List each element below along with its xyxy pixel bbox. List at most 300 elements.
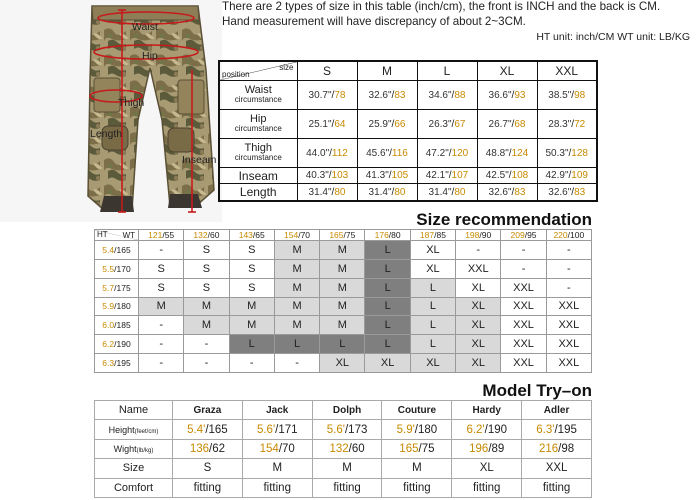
- inch-value: 31.4": [308, 186, 332, 198]
- weight-lb: 220: [553, 230, 568, 240]
- size-recommendation-title: Size recommendation: [416, 210, 592, 229]
- model-weight: 196/89: [452, 439, 522, 458]
- measure-sublabel: circumstance: [234, 95, 282, 105]
- recommended-size-cell: S: [229, 241, 274, 260]
- camo-pants-image: [0, 0, 222, 222]
- inch-value: 32.6": [548, 186, 572, 198]
- size-row-length: [219, 184, 597, 201]
- height-ft: 5.5: [102, 263, 115, 274]
- model-height: 5.6'/173: [312, 420, 382, 439]
- size-chart-table: [218, 60, 598, 202]
- model-height: 5.9'/180: [382, 420, 452, 439]
- model-weight-lb: 136: [189, 442, 209, 455]
- size-recommendation-table: [94, 229, 592, 373]
- measure-sublabel: circumstance: [234, 124, 282, 134]
- measure-value-s: 40.3"/103: [297, 168, 357, 184]
- model-weight-kg: 89: [491, 442, 505, 455]
- model-weight-kg: 75: [421, 442, 435, 455]
- recommended-size-cell: XXL: [546, 354, 591, 373]
- inch-value: 25.9": [368, 118, 392, 130]
- height-ft: 5.7: [102, 282, 115, 293]
- cm-value: 83: [514, 186, 526, 198]
- height-cm: 195: [116, 358, 131, 369]
- measure-value-xl: 36.6"/93: [477, 81, 537, 110]
- model-height-cm: 180: [418, 423, 438, 436]
- cm-value: 105: [391, 170, 409, 182]
- measure-value-s: 31.4"/80: [297, 184, 357, 201]
- recommended-size-cell: XL: [456, 278, 501, 297]
- measure-label: Inseam: [238, 168, 278, 183]
- recommended-size-cell: XL: [320, 354, 365, 373]
- recommended-size-cell: XL: [456, 354, 501, 373]
- measure-label: Waist: [244, 84, 272, 97]
- recommended-size-cell: XXL: [546, 297, 591, 316]
- recommended-size-cell: M: [229, 297, 274, 316]
- corner-position-label: position: [222, 70, 250, 80]
- inch-value: 45.6": [366, 147, 390, 159]
- cm-value: 93: [514, 89, 526, 101]
- measure-sublabel: circumstance: [234, 153, 282, 163]
- recommended-size-cell: XXL: [456, 259, 501, 278]
- cm-value: 67: [454, 118, 466, 130]
- recommended-size-cell: M: [320, 278, 365, 297]
- measure-value-s: 30.7"/78: [297, 81, 357, 110]
- model-tryon-title: Model Try–on: [482, 381, 592, 400]
- size-header-s: S: [297, 61, 357, 81]
- recommended-size-cell: M: [184, 297, 229, 316]
- height-cm: 165: [116, 244, 131, 255]
- weight-header: 220/100: [546, 230, 591, 241]
- model-size: XL: [452, 459, 522, 478]
- recommended-size-cell: L: [410, 335, 455, 354]
- recommended-size-cell: M: [320, 241, 365, 260]
- recommended-size-cell: -: [456, 241, 501, 260]
- measure-value-xl: 48.8"/124: [477, 139, 537, 168]
- measure-value-xxl: 50.3"/128: [537, 139, 597, 168]
- notes-line-2: Hand measurement will have discrepancy of about 2~3CM.: [222, 14, 526, 28]
- recommended-size-cell: M: [320, 297, 365, 316]
- model-height-ft: 5.9': [396, 423, 415, 436]
- measure-value-m: 31.4"/80: [357, 184, 417, 201]
- measure-value-l: 42.1"/107: [417, 168, 477, 184]
- recommended-size-cell: XXL: [501, 316, 546, 335]
- model-comfort: fitting: [522, 478, 592, 497]
- measure-value-xxl: 28.3"/72: [537, 110, 597, 139]
- cm-value: 83: [394, 89, 406, 101]
- model-weight: 136/62: [173, 439, 243, 458]
- inch-value: 32.6": [488, 186, 512, 198]
- height-row: [95, 335, 592, 354]
- recommended-size-cell: M: [229, 316, 274, 335]
- model-comfort: fitting: [382, 478, 452, 497]
- cm-value: 80: [334, 186, 346, 198]
- model-weight-kg: 98: [561, 442, 575, 455]
- model-weight-lb: 154: [259, 442, 279, 455]
- recommended-size-cell: M: [274, 259, 319, 278]
- recommended-size-cell: XL: [410, 354, 455, 373]
- inseam-label: Inseam: [182, 154, 217, 166]
- cm-value: 107: [451, 170, 469, 182]
- height-row: [95, 316, 592, 335]
- inch-value: 31.4": [428, 186, 452, 198]
- weight-header: 132/60: [184, 230, 229, 241]
- weight-header: 154/70: [274, 230, 319, 241]
- height-ft: 6.2: [102, 339, 115, 350]
- measure-label-cell: [219, 139, 297, 168]
- recommended-size-cell: -: [501, 259, 546, 278]
- height-row: [95, 241, 592, 260]
- size-header-m: M: [357, 61, 417, 81]
- recommended-size-cell: -: [184, 335, 229, 354]
- corner-size-label: size: [279, 63, 294, 72]
- height-ft: 5.4: [102, 244, 115, 255]
- height-ft: 6.3: [102, 358, 115, 369]
- model-weight-lb: 165: [399, 442, 419, 455]
- recommended-size-cell: S: [184, 259, 229, 278]
- height-label: 5.7/175: [95, 278, 139, 297]
- weight-kg: 60: [209, 230, 220, 240]
- rec-corner-cell: [95, 230, 139, 241]
- weight-header: 176/80: [365, 230, 410, 241]
- recommended-size-cell: L: [365, 278, 410, 297]
- inch-value: 25.1": [308, 118, 332, 130]
- model-tryon-table: [94, 400, 592, 498]
- inch-value: 42.9": [545, 170, 569, 182]
- recommended-size-cell: S: [184, 241, 229, 260]
- measure-label-cell: [219, 110, 297, 139]
- model-name-row: [95, 401, 592, 420]
- measure-label: Thigh: [244, 142, 273, 155]
- inch-value: 42.1": [425, 170, 449, 182]
- model-name: Graza: [173, 401, 243, 420]
- weight-lb: 154: [284, 230, 299, 240]
- corner-ht-label: HT: [97, 230, 108, 239]
- inch-value: 34.6": [428, 89, 452, 101]
- measure-value-xl: 42.5"/108: [477, 168, 537, 184]
- model-body: [95, 401, 592, 498]
- model-comfort: fitting: [452, 478, 522, 497]
- recommended-size-cell: M: [320, 259, 365, 278]
- height-label: 5.5/170: [95, 259, 139, 278]
- weight-label: Wight: [113, 443, 137, 454]
- measure-value-xxl: 32.6"/83: [537, 184, 597, 201]
- size-table-body: [219, 81, 597, 201]
- recommended-size-cell: XXL: [501, 354, 546, 373]
- inch-value: 26.7": [488, 118, 512, 130]
- height-row: [95, 354, 592, 373]
- measure-value-l: 26.3"/67: [417, 110, 477, 139]
- rec-header: [95, 230, 592, 241]
- model-weight-lb: 196: [469, 442, 489, 455]
- height-label: 5.9/180: [95, 297, 139, 316]
- units-note: HT unit: inch/CM WT unit: LB/KG: [536, 31, 690, 43]
- recommended-size-cell: L: [365, 241, 410, 260]
- weight-header: 209/95: [501, 230, 546, 241]
- model-size: M: [312, 459, 382, 478]
- recommended-size-cell: XXL: [546, 316, 591, 335]
- recommended-size-cell: XL: [410, 241, 455, 260]
- cm-value: 103: [331, 170, 349, 182]
- comfort-label: Comfort: [95, 478, 173, 497]
- measure-value-xxl: 42.9"/109: [537, 168, 597, 184]
- size-row-waist: [219, 81, 597, 110]
- weight-label-cell: [95, 439, 173, 458]
- measure-value-s: 25.1"/64: [297, 110, 357, 139]
- weight-unit: (lb/kg): [136, 447, 154, 454]
- weight-kg: 55: [164, 230, 175, 240]
- recommended-size-cell: -: [184, 354, 229, 373]
- recommended-size-cell: L: [365, 259, 410, 278]
- recommended-size-cell: M: [320, 316, 365, 335]
- model-height-ft: 5.4': [187, 423, 206, 436]
- weight-header-row: [95, 230, 592, 241]
- recommended-size-cell: XL: [456, 335, 501, 354]
- recommended-size-cell: L: [365, 335, 410, 354]
- measure-value-m: 45.6"/116: [357, 139, 417, 168]
- recommended-size-cell: L: [410, 297, 455, 316]
- inch-value: 26.3": [428, 118, 452, 130]
- size-header-xxl: XXL: [537, 61, 597, 81]
- cm-value: 83: [574, 186, 586, 198]
- inch-value: 36.6": [488, 89, 512, 101]
- size-header-row: [219, 61, 597, 81]
- recommended-size-cell: -: [274, 354, 319, 373]
- recommended-size-cell: M: [274, 241, 319, 260]
- recommended-size-cell: M: [184, 316, 229, 335]
- size-row-inseam: [219, 168, 597, 184]
- cm-value: 78: [334, 89, 346, 101]
- recommended-size-cell: L: [365, 316, 410, 335]
- weight-lb: 176: [374, 230, 389, 240]
- model-weight-row: [95, 439, 592, 458]
- measure-label: Hip: [249, 113, 267, 126]
- recommended-size-cell: -: [229, 354, 274, 373]
- model-height-cm: 190: [487, 423, 508, 436]
- weight-header: 121/55: [139, 230, 184, 241]
- weight-lb: 132: [193, 230, 208, 240]
- recommended-size-cell: L: [320, 335, 365, 354]
- measure-value-xl: 32.6"/83: [477, 184, 537, 201]
- recommended-size-cell: -: [546, 278, 591, 297]
- cm-value: 66: [394, 118, 406, 130]
- inch-value: 41.3": [365, 170, 389, 182]
- height-row: [95, 259, 592, 278]
- recommended-size-cell: -: [139, 241, 184, 260]
- model-height: 5.6'/171: [242, 420, 312, 439]
- recommended-size-cell: S: [139, 278, 184, 297]
- model-name: Dolph: [312, 401, 382, 420]
- recommended-size-cell: XL: [410, 259, 455, 278]
- cm-value: 116: [391, 147, 408, 159]
- weight-lb: 187: [419, 230, 435, 240]
- model-size: XXL: [522, 459, 592, 478]
- size-label: Size: [95, 459, 173, 478]
- inch-value: 47.2": [425, 147, 449, 159]
- model-weight: 132/60: [312, 439, 382, 458]
- size-row-thigh: [219, 139, 597, 168]
- recommended-size-cell: -: [139, 354, 184, 373]
- cm-value: 124: [511, 147, 529, 159]
- model-comfort: fitting: [312, 478, 382, 497]
- recommended-size-cell: -: [501, 241, 546, 260]
- inch-value: 42.5": [485, 170, 509, 182]
- size-row-hip: [219, 110, 597, 139]
- weight-kg: 95: [527, 230, 537, 240]
- measure-label: Length: [239, 185, 277, 200]
- inch-value: 48.8": [485, 147, 509, 159]
- cm-value: 98: [574, 89, 586, 101]
- model-name: Adler: [522, 401, 592, 420]
- recommended-size-cell: M: [274, 316, 319, 335]
- recommended-size-cell: XXL: [501, 335, 546, 354]
- name-label: Name: [95, 401, 173, 420]
- model-name: Couture: [382, 401, 452, 420]
- inch-value: 44.0": [306, 147, 330, 159]
- measure-value-m: 41.3"/105: [357, 168, 417, 184]
- measure-label-cell: [219, 168, 297, 184]
- height-label-cell: [95, 420, 173, 439]
- cm-value: 80: [394, 186, 406, 198]
- recommended-size-cell: M: [274, 278, 319, 297]
- cm-value: 64: [334, 118, 346, 130]
- model-height-cm: 195: [557, 423, 577, 436]
- model-height-ft: 5.6': [326, 423, 345, 436]
- weight-header: 187/85: [410, 230, 455, 241]
- height-row: [95, 278, 592, 297]
- weight-kg: 65: [255, 230, 265, 240]
- cm-value: 120: [451, 147, 469, 159]
- size-header-l: L: [417, 61, 477, 81]
- cm-value: 80: [454, 186, 466, 198]
- weight-header: 165/75: [320, 230, 365, 241]
- recommended-size-cell: XL: [456, 297, 501, 316]
- recommended-size-cell: XXL: [501, 278, 546, 297]
- recommended-size-cell: XXL: [501, 297, 546, 316]
- recommended-size-cell: L: [410, 316, 455, 335]
- weight-header: 198/90: [456, 230, 501, 241]
- corner-wt-label: WT: [122, 231, 135, 240]
- weight-kg: 75: [345, 230, 356, 240]
- recommended-size-cell: L: [410, 278, 455, 297]
- measure-label-cell: [219, 81, 297, 110]
- recommended-size-cell: XXL: [546, 335, 591, 354]
- model-weight-kg: 62: [212, 442, 225, 455]
- height-cm: 175: [116, 282, 131, 293]
- weight-lb: 121: [148, 230, 163, 240]
- recommended-size-cell: XL: [456, 316, 501, 335]
- waist-label: Waist: [132, 21, 158, 33]
- model-height-ft: 6.2': [466, 423, 485, 436]
- model-weight: 216/98: [522, 439, 592, 458]
- measure-value-l: 31.4"/80: [417, 184, 477, 201]
- model-height-ft: 6.3': [536, 423, 555, 436]
- model-name: Hardy: [452, 401, 522, 420]
- cm-value: 112: [331, 147, 348, 159]
- recommended-size-cell: XL: [365, 354, 410, 373]
- model-size: M: [242, 459, 312, 478]
- model-weight-lb: 216: [538, 442, 559, 455]
- hip-label: Hip: [142, 50, 158, 62]
- height-label: 6.3/195: [95, 354, 139, 373]
- measure-value-l: 34.6"/88: [417, 81, 477, 110]
- measure-value-l: 47.2"/120: [417, 139, 477, 168]
- measure-value-xl: 26.7"/68: [477, 110, 537, 139]
- inch-value: 50.3": [545, 147, 569, 159]
- inch-value: 40.3": [305, 170, 329, 182]
- measure-value-m: 25.9"/66: [357, 110, 417, 139]
- model-height-cm: 171: [278, 423, 298, 436]
- weight-lb: 209: [510, 230, 525, 240]
- model-comfort: fitting: [173, 478, 243, 497]
- weight-header: 143/65: [229, 230, 274, 241]
- cm-value: 72: [574, 118, 586, 130]
- inch-value: 38.5": [548, 89, 572, 101]
- height-label: Height: [108, 424, 135, 435]
- model-height: 5.4'/165: [173, 420, 243, 439]
- size-corner-cell: [219, 61, 297, 81]
- height-label: 5.4/165: [95, 241, 139, 260]
- model-comfort: fitting: [242, 478, 312, 497]
- cm-value: 128: [571, 147, 588, 159]
- thigh-label: Thigh: [118, 97, 145, 109]
- recommended-size-cell: -: [139, 335, 184, 354]
- measure-value-m: 32.6"/83: [357, 81, 417, 110]
- model-height-cm: 165: [208, 423, 228, 436]
- measure-value-s: 44.0"/112: [297, 139, 357, 168]
- model-size: S: [173, 459, 243, 478]
- model-size-row: [95, 459, 592, 478]
- height-label: 6.2/190: [95, 335, 139, 354]
- recommended-size-cell: S: [184, 278, 229, 297]
- cm-value: 108: [511, 170, 529, 182]
- model-height: 6.3'/195: [522, 420, 592, 439]
- notes-line-1: There are 2 types of size in this table (inch/cm), the front is INCH and the back is CM.: [222, 0, 661, 13]
- height-ft: 5.9: [102, 301, 115, 312]
- height-unit: (feet/cm): [134, 428, 159, 435]
- model-height-cm: 173: [348, 423, 368, 436]
- height-row: [95, 297, 592, 316]
- recommended-size-cell: S: [229, 259, 274, 278]
- inch-value: 31.4": [368, 186, 392, 198]
- recommended-size-cell: -: [139, 316, 184, 335]
- model-weight-lb: 132: [329, 442, 349, 455]
- cm-value: 109: [571, 170, 588, 182]
- size-header-xl: XL: [477, 61, 537, 81]
- model-size: M: [382, 459, 452, 478]
- weight-kg: 90: [481, 230, 492, 240]
- model-height-row: [95, 420, 592, 439]
- weight-kg: 70: [300, 230, 311, 240]
- model-weight-kg: 70: [282, 442, 295, 455]
- height-ft: 6.0: [102, 320, 115, 331]
- recommended-size-cell: L: [365, 297, 410, 316]
- measure-value-xxl: 38.5"/98: [537, 81, 597, 110]
- recommended-size-cell: M: [274, 297, 319, 316]
- recommended-size-cell: S: [229, 278, 274, 297]
- weight-kg: 100: [570, 230, 585, 240]
- inch-value: 28.3": [548, 118, 572, 130]
- cm-value: 88: [454, 89, 466, 101]
- model-height: 6.2'/190: [452, 420, 522, 439]
- size-notes: [222, 0, 700, 45]
- weight-lb: 198: [465, 230, 480, 240]
- height-cm: 190: [116, 339, 131, 350]
- inch-value: 32.6": [368, 89, 392, 101]
- height-cm: 185: [116, 320, 131, 331]
- rec-body: [95, 241, 592, 373]
- pants-diagram: [0, 0, 222, 222]
- length-label: Length: [90, 128, 123, 140]
